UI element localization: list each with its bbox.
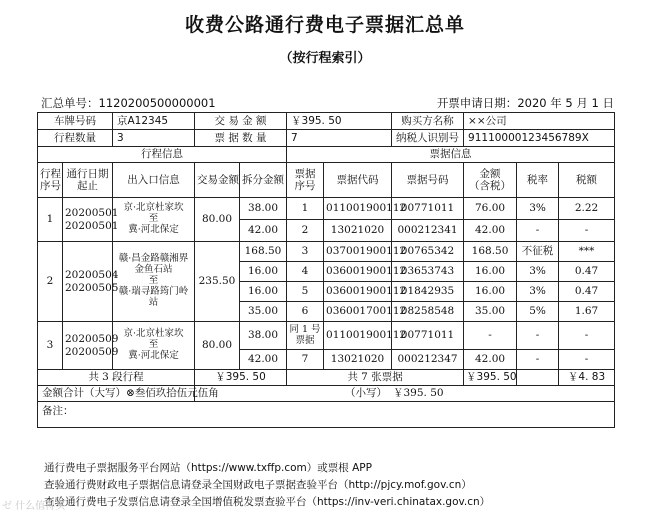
col-entry-exit: 出入口信息 [113, 163, 195, 198]
bill-count-value: 7 [287, 130, 392, 147]
sum-lower-label: （小写） [345, 387, 387, 400]
bill-tax-rate: 3% [517, 198, 559, 220]
col-date: 通行日期 起止 [63, 163, 113, 198]
bill-tax-rate: 5% [517, 302, 559, 322]
buyer-label: 购买方名称 [392, 113, 464, 130]
bill-tax: 1.67 [559, 302, 615, 322]
totals-row [38, 370, 615, 386]
table-row [38, 242, 615, 262]
bill-no: 6 [287, 302, 324, 322]
bill-number: 01842935 [392, 282, 464, 302]
bill-no: 4 [287, 262, 324, 282]
bill-amount: 76.00 [464, 198, 517, 220]
trip-info-heading: 行程信息 [38, 147, 287, 163]
document-subtitle: （按行程索引） [279, 51, 371, 66]
bill-number: 000212347 [392, 350, 464, 370]
plate-value: 京A12345 [113, 113, 195, 130]
trip-no: 1 [38, 198, 63, 242]
bill-amount: 42.00 [464, 220, 517, 242]
bill-number: 00771011 [392, 198, 464, 220]
bill-no: 3 [287, 242, 324, 262]
sum-label: 金额合计（大写） [42, 387, 126, 400]
split-amount: 42.00 [240, 220, 287, 242]
summary-number: 汇总单号：1120200500000001 [41, 96, 216, 110]
trip-amount: 80.00 [195, 322, 240, 370]
split-amount: 38.00 [240, 198, 287, 220]
bill-tax: *** [559, 242, 615, 262]
bill-no: 7 [287, 350, 324, 370]
bill-no: 2 [287, 220, 324, 242]
bill-tax-rate: - [517, 322, 559, 350]
bill-number: 00771011 [392, 322, 464, 350]
bill-count-label: 票 据 数 量 [195, 130, 287, 147]
sum-circle-icon: ⊗ [126, 387, 135, 400]
summary-table [37, 112, 615, 428]
col-trade-amount: 交易金额 [195, 163, 240, 198]
bill-tax: - [559, 220, 615, 242]
trip-no: 3 [38, 322, 63, 370]
document-title: 收费公路通行费电子票据汇总单 [184, 14, 465, 36]
col-tax: 税额 [559, 163, 615, 198]
split-amount: 42.00 [240, 350, 287, 370]
bill-tax: - [559, 322, 615, 350]
bill-tax-rate: 不征税 [517, 242, 559, 262]
trip-count-value: 3 [113, 130, 195, 147]
bill-number: 08258548 [392, 302, 464, 322]
trips-total-label: 共 3 段行程 [38, 370, 195, 386]
table-row [38, 322, 615, 350]
bill-tax-rate: - [517, 350, 559, 370]
bill-tax: 2.22 [559, 198, 615, 220]
col-bill-amount: 金额 （含税） [464, 163, 517, 198]
bills-total-amount: ￥395. 50 [464, 370, 517, 386]
footer-line-3: 查验通行费电子发票信息请登录全国增值税发票查验平台（https://inv-veri.chinatax.gov.cn） [44, 496, 491, 508]
trip-entry-exit: 京·北京杜家坎 至 冀·河北保定 [113, 198, 195, 242]
bill-no: 1 [287, 198, 324, 220]
trade-amount-value: ￥395. 50 [287, 113, 392, 130]
split-amount: 35.00 [240, 302, 287, 322]
trip-amount: 80.00 [195, 198, 240, 242]
bill-tax: 0.47 [559, 282, 615, 302]
remark-row [38, 402, 615, 428]
trip-date: 20200504 20200505 [63, 242, 113, 322]
trip-no: 2 [38, 242, 63, 322]
bill-code: 037001900112 [324, 242, 392, 262]
footer-line-1: 通行费电子票据服务平台网站（https://www.txffp.com）或票根 APP [44, 462, 372, 474]
watermark: ゼ 什么值得买 [2, 501, 66, 512]
col-bill-code: 票据代码 [324, 163, 392, 198]
sum-lower-cell [195, 386, 615, 402]
bill-code: 13021020 [324, 220, 392, 242]
trip-date: 20200509 20200509 [63, 322, 113, 370]
bill-amount: 16.00 [464, 262, 517, 282]
trip-entry-exit: 赣·昌金路赣湘界金鱼石站 至 赣·瑞寻路筠门岭站 [113, 242, 195, 322]
bill-code: 036001900112 [324, 262, 392, 282]
bill-code: 011001900112 [324, 198, 392, 220]
bill-tax-rate: 3% [517, 262, 559, 282]
bills-total-label: 共 7 张票据 [287, 370, 464, 386]
split-amount: 16.00 [240, 282, 287, 302]
bill-number: 000212341 [392, 220, 464, 242]
bill-amount: 35.00 [464, 302, 517, 322]
sum-upper-cell [38, 386, 219, 402]
plate-label: 车牌号码 [38, 113, 113, 130]
buyer-value: ××公司 [464, 113, 615, 130]
bill-code: 13021020 [324, 350, 392, 370]
split-amount: 168.50 [240, 242, 287, 262]
bill-code: 011001900112 [324, 322, 392, 350]
col-trip-no: 行程 序号 [38, 163, 63, 198]
bill-amount: 16.00 [464, 282, 517, 302]
split-amount: 38.00 [240, 322, 287, 350]
trips-total-amount: ￥395. 50 [195, 370, 287, 386]
trip-amount: 235.50 [195, 242, 240, 322]
tax-id-value: 91110000123456789X [464, 130, 615, 147]
bill-tax-rate: 3% [517, 282, 559, 302]
trip-date: 20200501 20200501 [63, 198, 113, 242]
col-split-amount: 拆分金额 [240, 163, 287, 198]
col-bill-no: 票据 序号 [287, 163, 324, 198]
trip-count-label: 行程数量 [38, 130, 113, 147]
totals-empty-cell [517, 370, 559, 386]
trade-amount-label: 交 易 金 额 [195, 113, 287, 130]
col-tax-rate: 税率 [517, 163, 559, 198]
bill-no: 5 [287, 282, 324, 302]
trip-entry-exit: 京·北京杜家坎 至 冀·河北保定 [113, 322, 195, 370]
footer-line-2: 查验通行费财政电子票据信息请登录全国财政电子票据查验平台（http://pjcy.mof.gov.cn） [44, 479, 472, 491]
split-amount: 16.00 [240, 262, 287, 282]
bill-no: 同 1 号票据 [287, 322, 324, 350]
bill-amount: 42.00 [464, 350, 517, 370]
tax-total: ￥4. 83 [559, 370, 615, 386]
sum-upper: 叁佰玖拾伍元伍角 [134, 387, 219, 400]
bill-tax: - [559, 350, 615, 370]
table-row [38, 198, 615, 220]
tax-id-label: 纳税人识别号 [392, 130, 464, 147]
bill-info-heading: 票据信息 [287, 147, 615, 163]
apply-date: 开票申请日期：2020 年 5 月 1 日 [436, 96, 614, 110]
bill-tax-rate: - [517, 220, 559, 242]
bill-code: 036001700112 [324, 302, 392, 322]
bill-number: 00765342 [392, 242, 464, 262]
bill-amount: 168.50 [464, 242, 517, 262]
sum-lower: ￥395. 50 [393, 387, 444, 400]
col-bill-number: 票据号码 [392, 163, 464, 198]
bill-code: 036001900112 [324, 282, 392, 302]
remark-label: 备注： [38, 402, 615, 428]
amount-sum-row [38, 386, 615, 402]
bill-tax: 0.47 [559, 262, 615, 282]
bill-number: 03653743 [392, 262, 464, 282]
bill-amount: - [464, 322, 517, 350]
